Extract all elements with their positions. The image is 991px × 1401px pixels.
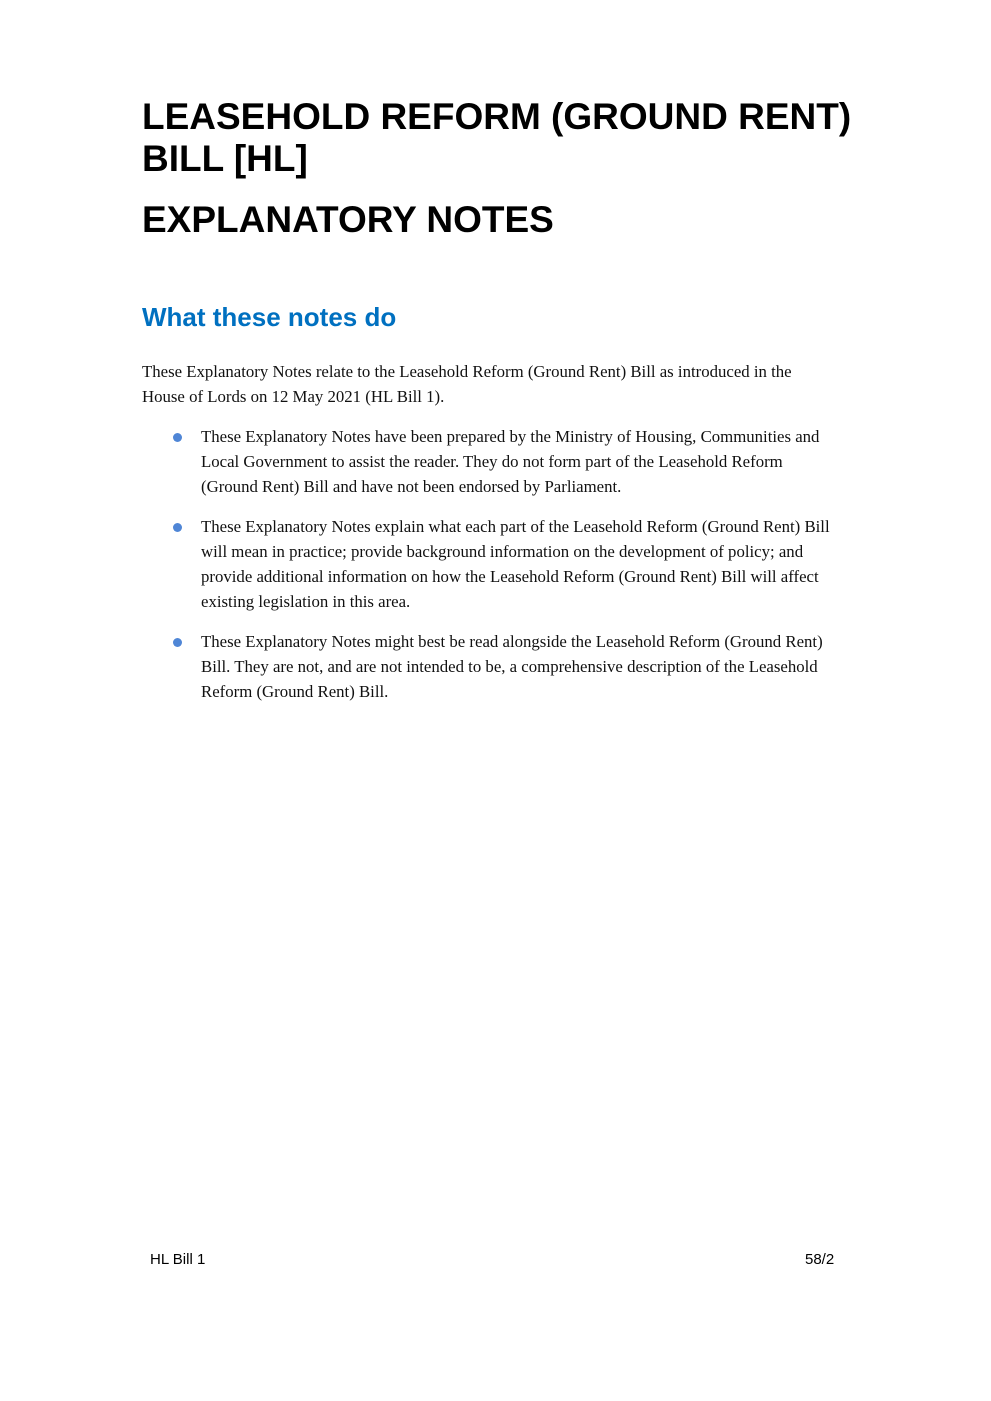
text-line: These Explanatory Notes relate to the Leasehold Reform (Ground Rent) Bill as introduced in the — [142, 362, 792, 381]
text-line: Bill. They are not, and are not intended to be, a comprehensive description of the Leasehold — [201, 657, 818, 676]
list-item — [142, 629, 830, 704]
title-line: BILL [HL] — [142, 138, 308, 179]
bullet-dot-icon — [173, 523, 182, 532]
list-item — [142, 514, 830, 614]
bullet-dot-icon — [173, 433, 182, 442]
intro-paragraph — [142, 359, 792, 409]
list-item — [142, 424, 830, 499]
text-line: existing legislation in this area. — [201, 592, 411, 611]
text-line: Reform (Ground Rent) Bill. — [201, 682, 389, 701]
text-line: These Explanatory Notes explain what each part of the Leasehold Reform (Ground Rent) Bill — [201, 517, 830, 536]
text-line: House of Lords on 12 May 2021 (HL Bill 1). — [142, 387, 445, 406]
text-line: will mean in practice; provide background information on the development of policy; and — [201, 542, 804, 561]
document-title — [142, 96, 851, 180]
bullet-list — [142, 424, 830, 719]
footer-page-ref: 58/2 — [805, 1251, 835, 1268]
text-line: (Ground Rent) Bill and have not been endorsed by Parliament. — [201, 477, 622, 496]
text-line: These Explanatory Notes might best be read alongside the Leasehold Reform (Ground Rent) — [201, 632, 823, 651]
title-line: LEASEHOLD REFORM (GROUND RENT) — [142, 96, 852, 137]
text-line: provide additional information on how the Leasehold Reform (Ground Rent) Bill will affect — [201, 567, 819, 586]
footer-bill-number: HL Bill 1 — [150, 1251, 206, 1268]
text-line: These Explanatory Notes have been prepared by the Ministry of Housing, Communities and — [201, 427, 820, 446]
bullet-dot-icon — [173, 638, 182, 647]
section-heading: What these notes do — [142, 302, 397, 332]
text-line: Local Government to assist the reader. They do not form part of the Leasehold Reform — [201, 452, 783, 471]
document-subtitle: EXPLANATORY NOTES — [142, 199, 554, 240]
